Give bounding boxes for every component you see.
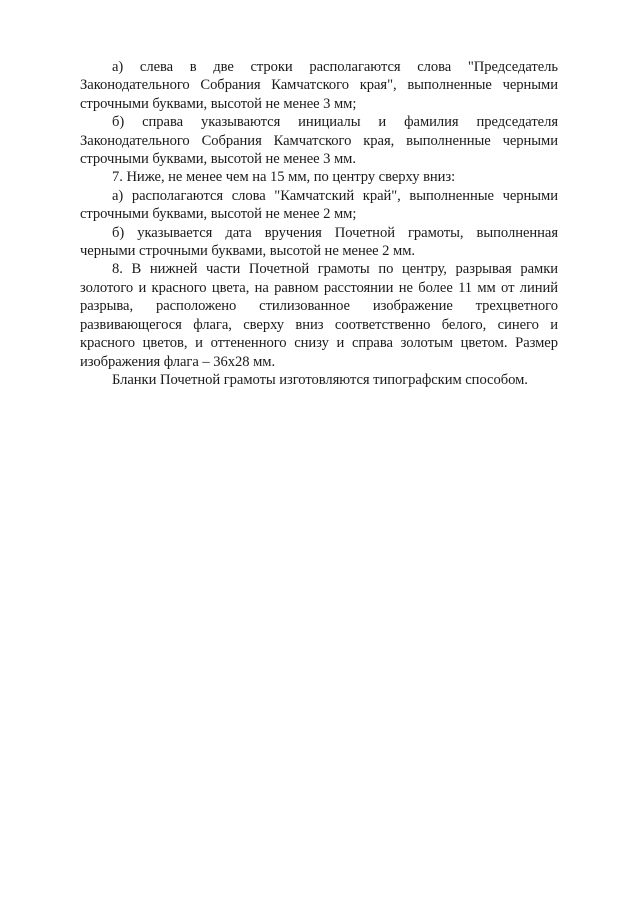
paragraph-blanks: Бланки Почетной грамоты изготовляются типографским способом. (112, 371, 528, 388)
paragraph-7a: а) располагаются слова "Камчатский край", выполненные черными строчными буквами, высотой не менее 2 мм; (80, 187, 558, 223)
paragraph-7b: б) указывается дата вручения Почетной грамоты, выполненная черными строчными буквами, высотой не менее 2 мм. (80, 224, 558, 260)
document-body (80, 58, 558, 389)
paragraph-8: 8. В нижней части Почетной грамоты по центру, разрывая рамки золотого и красного цвета, на равном расстоянии не более 11 мм от линий разрыва, расположено стилизованное изображение трехцветного развивающегося флага, сверху вниз соответственно белого, синего и красного цветов, и оттененного снизу и справа золотым цветом. Размер изображения флага – 36x28 мм. (80, 261, 558, 370)
paragraph-7: 7. Ниже, не менее чем на 15 мм, по центру сверху вниз: (112, 169, 456, 186)
paragraph-6a: а) слева в две строки располагаются слова "Председатель Законодательного Собрания Камчатского края", выполненные черными строчными буквами, высотой не менее 3 мм; (80, 59, 558, 112)
paragraph-6b: б) справа указываются инициалы и фамилия председателя Законодательного Собрания Камчатского края, выполненные черными строчными буквами, высотой не менее 3 мм. (80, 114, 558, 168)
